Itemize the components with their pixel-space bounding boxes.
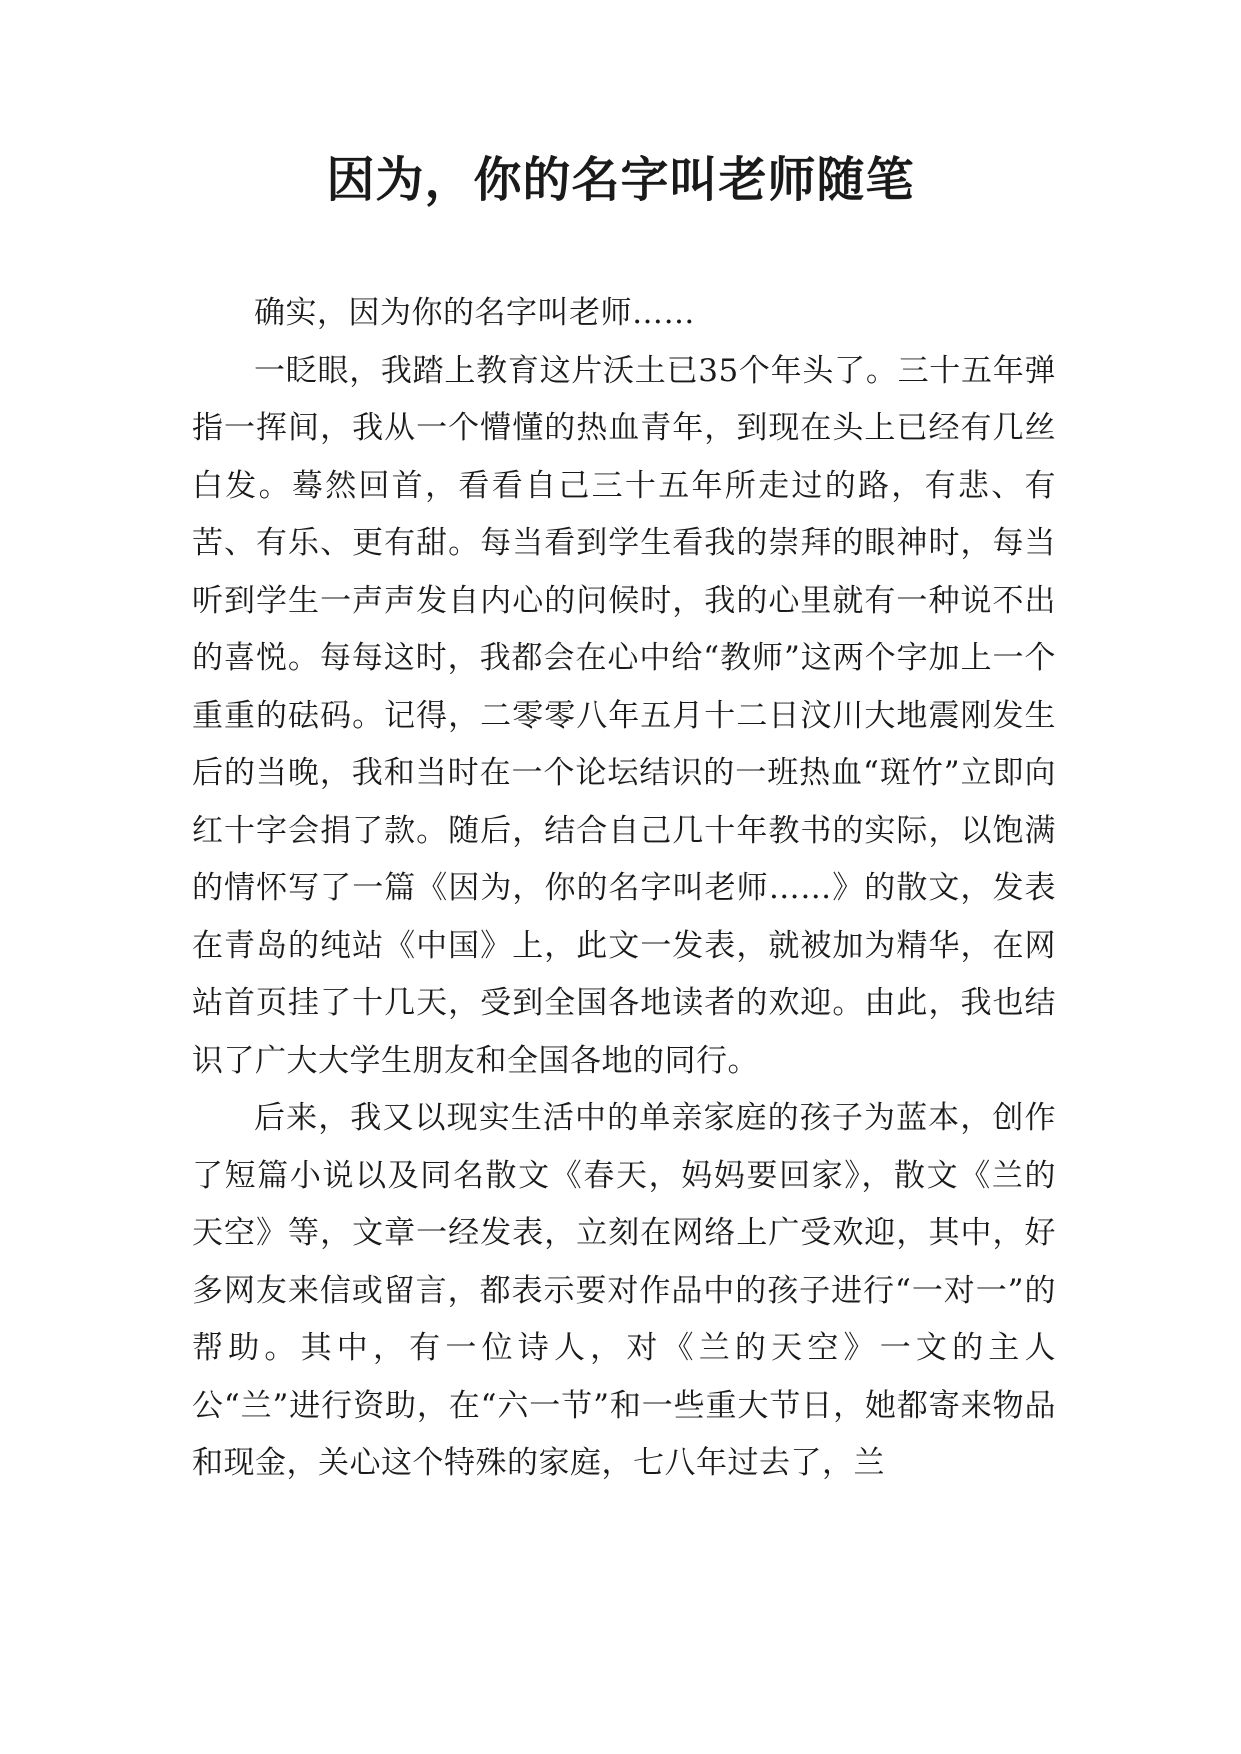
- paragraph-3: 后来，我又以现实生活中的单亲家庭的孩子为蓝本，创作了短篇小说以及同名散文《春天，妈妈要回家》，散文《兰的天空》等，文章一经发表，立刻在网络上广受欢迎，其中，好多网友来信或留言，都表示要对作品中的孩子进行“一对一”的帮助。其中，有一位诗人，对《兰的天空》一文的主人公“兰”进行资助，在“六一节”和一些重大节日，她都寄来物品和现金，关心这个特殊的家庭，七八年过去了，兰: [192, 1100, 1056, 1481]
- document-body: [192, 285, 1056, 1493]
- paragraph-1: 确实，因为你的名字叫老师……: [254, 295, 695, 331]
- document-title: 因为，你的名字叫老师随笔: [326, 152, 915, 208]
- paragraph-2: 一眨眼，我踏上教育这片沃土已35个年头了。三十五年弹指一挥间，我从一个懵懂的热血青年，到现在头上已经有几丝白发。蓦然回首，看看自己三十五年所走过的路，有悲、有苦、有乐、更有甜。每当看到学生看我的崇拜的眼神时，每当听到学生一声声发自内心的问候时，我的心里就有一种说不出的喜悦。每每这时，我都会在心中给“教师”这两个字加上一个重重的砝码。记得，二零零八年五月十二日汶川大地震刚发生后的当晚，我和当时在一个论坛结识的一班热血“斑竹”立即向红十字会捐了款。随后，结合自己几十年教书的实际，以饱满的情怀写了一篇《因为，你的名字叫老师……》的散文，发表在青岛的纯站《中国》上，此文一发表，就被加为精华，在网站首页挂了十几天，受到全国各地读者的欢迎。由此，我也结识了广大大学生朋友和全国各地的同行。: [192, 352, 1056, 1079]
